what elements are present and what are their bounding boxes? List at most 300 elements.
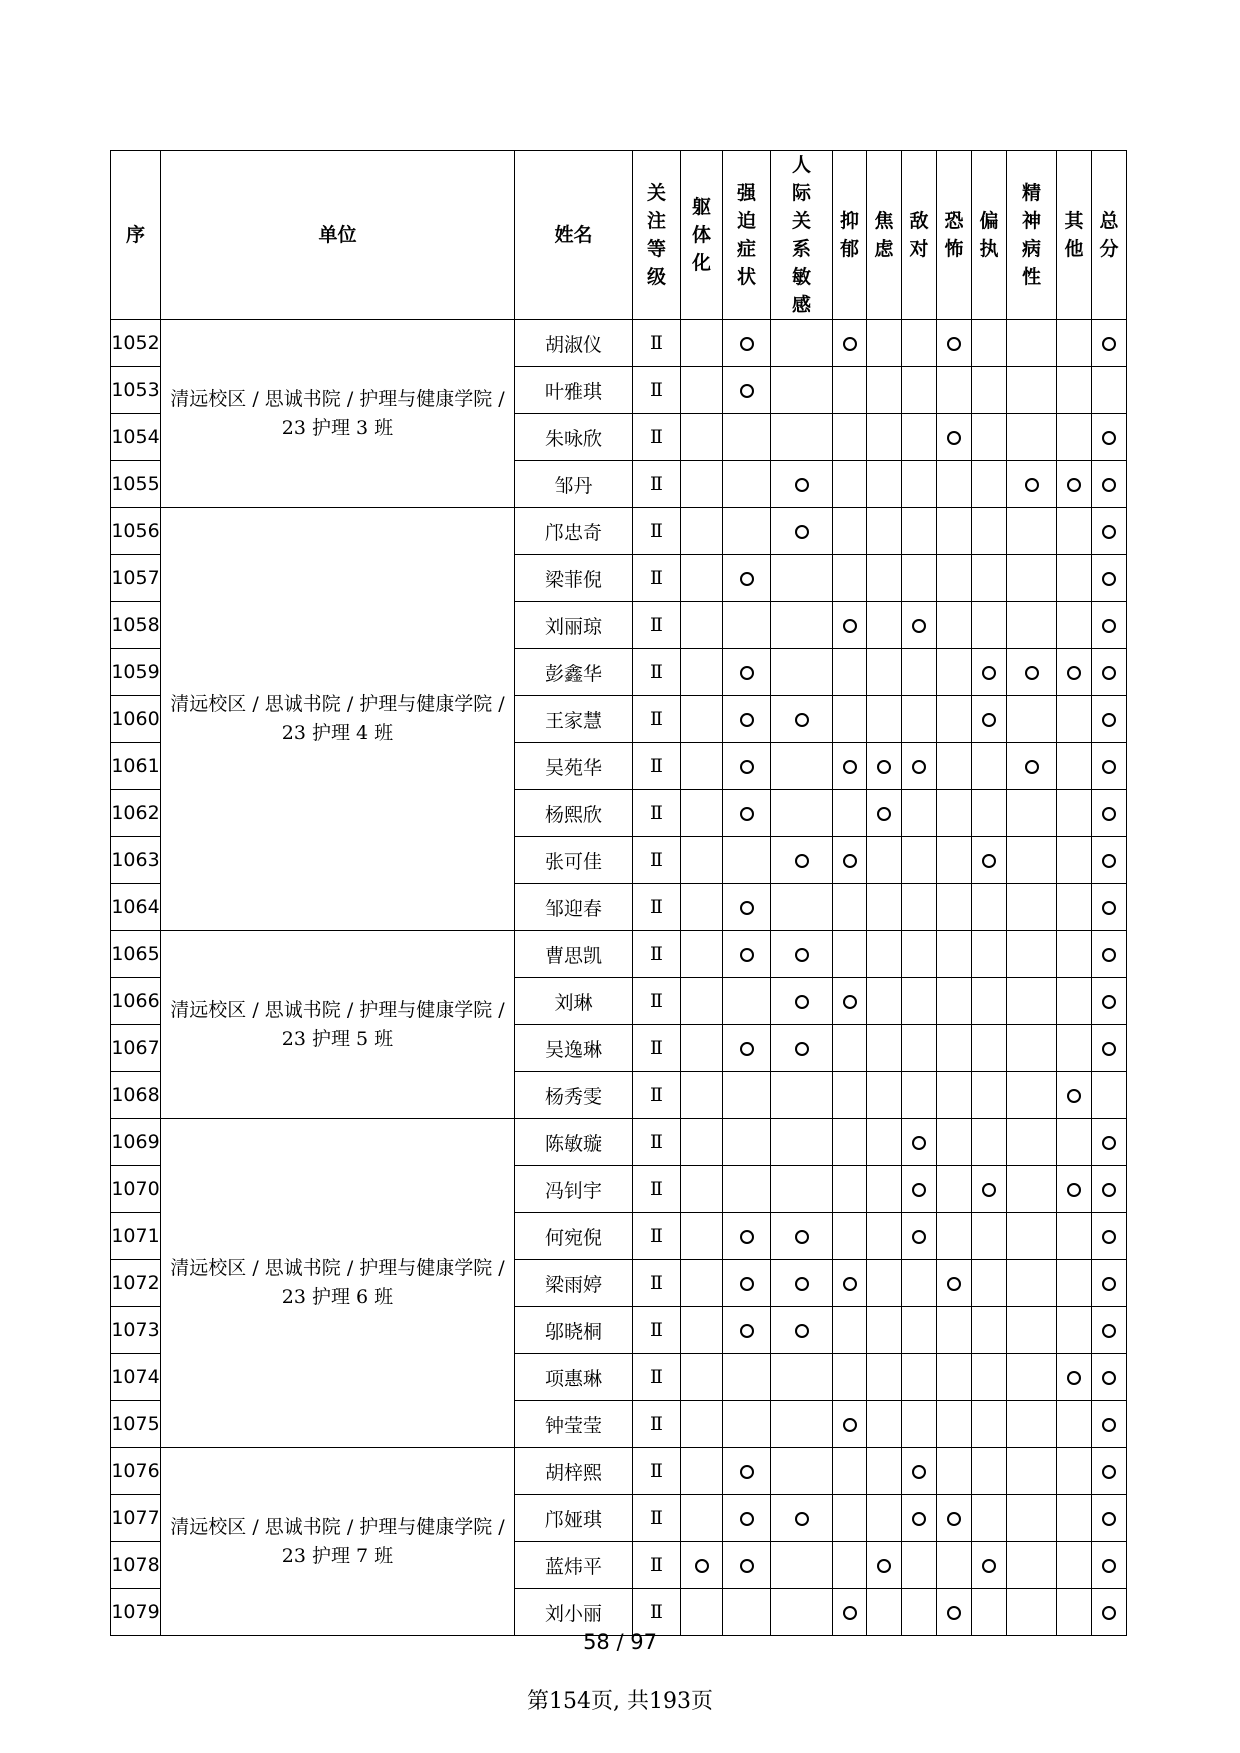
row-level: Ⅱ: [633, 1307, 681, 1354]
symptom-cell: [1092, 649, 1127, 696]
symptom-cell: [867, 1354, 902, 1401]
symptom-cell: [902, 884, 937, 931]
table-row: [111, 1119, 1127, 1166]
header-symptom-label: 敌对: [909, 210, 929, 260]
symptom-cell: [867, 837, 902, 884]
symptom-cell: [902, 649, 937, 696]
symptom-cell: [867, 320, 902, 367]
symptom-cell: [681, 1495, 723, 1542]
symptom-cell: [1007, 602, 1057, 649]
row-name: 梁菲倪: [515, 555, 633, 602]
symptom-cell: [902, 696, 937, 743]
symptom-cell: [1092, 978, 1127, 1025]
row-seq: 1054: [111, 414, 161, 461]
symptom-cell: [1092, 602, 1127, 649]
symptom-cell: [723, 1072, 771, 1119]
symptom-cell: [833, 649, 867, 696]
symptom-cell: [723, 602, 771, 649]
symptom-cell: [1007, 743, 1057, 790]
circle-mark-icon: [740, 901, 754, 915]
circle-mark-icon: [795, 713, 809, 727]
circle-mark-icon: [1102, 1418, 1116, 1432]
symptom-cell: [681, 1307, 723, 1354]
row-seq: 1067: [111, 1025, 161, 1072]
circle-mark-icon: [1102, 431, 1116, 445]
symptom-cell: [937, 461, 972, 508]
screening-table: [110, 150, 1127, 1636]
circle-mark-icon: [1067, 666, 1081, 680]
symptom-cell: [1007, 696, 1057, 743]
row-level: Ⅱ: [633, 1448, 681, 1495]
row-seq: 1075: [111, 1401, 161, 1448]
row-name: 叶雅琪: [515, 367, 633, 414]
symptom-cell: [771, 649, 833, 696]
symptom-cell: [972, 1307, 1007, 1354]
symptom-cell: [937, 790, 972, 837]
circle-mark-icon: [795, 995, 809, 1009]
symptom-cell: [681, 1448, 723, 1495]
row-name: 刘琳: [515, 978, 633, 1025]
row-seq: 1072: [111, 1260, 161, 1307]
symptom-cell: [771, 837, 833, 884]
row-name: 邬晓桐: [515, 1307, 633, 1354]
symptom-cell: [1057, 1589, 1092, 1636]
symptom-cell: [972, 1166, 1007, 1213]
symptom-cell: [867, 1260, 902, 1307]
symptom-cell: [723, 1307, 771, 1354]
symptom-cell: [937, 696, 972, 743]
symptom-cell: [1092, 1542, 1127, 1589]
symptom-cell: [1057, 602, 1092, 649]
symptom-cell: [833, 696, 867, 743]
symptom-cell: [681, 1354, 723, 1401]
symptom-cell: [681, 602, 723, 649]
symptom-cell: [681, 1401, 723, 1448]
symptom-cell: [972, 1213, 1007, 1260]
symptom-cell: [867, 790, 902, 837]
table-row: [111, 508, 1127, 555]
circle-mark-icon: [1102, 619, 1116, 633]
symptom-cell: [902, 1542, 937, 1589]
symptom-cell: [771, 367, 833, 414]
symptom-cell: [1092, 743, 1127, 790]
circle-mark-icon: [1102, 1512, 1116, 1526]
header-symptom-label: 精神病性: [1021, 182, 1041, 288]
symptom-cell: [771, 743, 833, 790]
symptom-cell: [1007, 837, 1057, 884]
symptom-cell: [867, 649, 902, 696]
symptom-cell: [771, 884, 833, 931]
header-symptom-label: 恐怖: [944, 210, 964, 260]
symptom-cell: [1007, 1589, 1057, 1636]
symptom-cell: [1057, 1213, 1092, 1260]
symptom-cell: [1057, 1166, 1092, 1213]
symptom-cell: [681, 649, 723, 696]
row-level: Ⅱ: [633, 884, 681, 931]
symptom-cell: [1057, 1354, 1092, 1401]
symptom-cell: [902, 1119, 937, 1166]
symptom-cell: [937, 1589, 972, 1636]
circle-mark-icon: [740, 713, 754, 727]
circle-mark-icon: [1102, 1324, 1116, 1338]
symptom-cell: [1057, 555, 1092, 602]
symptom-cell: [937, 1401, 972, 1448]
symptom-cell: [681, 696, 723, 743]
symptom-cell: [972, 602, 1007, 649]
row-name: 陈敏璇: [515, 1119, 633, 1166]
row-level: Ⅱ: [633, 1495, 681, 1542]
symptom-cell: [1007, 320, 1057, 367]
symptom-cell: [867, 696, 902, 743]
circle-mark-icon: [1102, 1371, 1116, 1385]
symptom-cell: [902, 1589, 937, 1636]
symptom-cell: [937, 1307, 972, 1354]
symptom-cell: [1092, 1495, 1127, 1542]
symptom-cell: [771, 931, 833, 978]
unit-cell: 清远校区 / 思诚书院 / 护理与健康学院 / 23 护理 3 班: [161, 320, 515, 508]
row-level: Ⅱ: [633, 461, 681, 508]
row-name: 曹思凯: [515, 931, 633, 978]
symptom-cell: [723, 884, 771, 931]
symptom-cell: [937, 1260, 972, 1307]
symptom-cell: [723, 1354, 771, 1401]
symptom-cell: [902, 1260, 937, 1307]
symptom-cell: [972, 743, 1007, 790]
symptom-cell: [771, 1213, 833, 1260]
symptom-cell: [1007, 884, 1057, 931]
symptom-cell: [771, 1448, 833, 1495]
row-level: Ⅱ: [633, 1354, 681, 1401]
row-seq: 1053: [111, 367, 161, 414]
row-seq: 1078: [111, 1542, 161, 1589]
unit-cell: 清远校区 / 思诚书院 / 护理与健康学院 / 23 护理 6 班: [161, 1119, 515, 1448]
symptom-cell: [1057, 320, 1092, 367]
symptom-cell: [902, 1025, 937, 1072]
symptom-cell: [867, 884, 902, 931]
circle-mark-icon: [912, 1512, 926, 1526]
symptom-cell: [1092, 1354, 1127, 1401]
symptom-cell: [723, 320, 771, 367]
circle-mark-icon: [843, 337, 857, 351]
symptom-cell: [1057, 508, 1092, 555]
circle-mark-icon: [982, 713, 996, 727]
circle-mark-icon: [795, 1512, 809, 1526]
symptom-cell: [972, 978, 1007, 1025]
symptom-cell: [972, 1589, 1007, 1636]
symptom-cell: [902, 1072, 937, 1119]
symptom-cell: [867, 1401, 902, 1448]
symptom-cell: [771, 1542, 833, 1589]
row-seq: 1064: [111, 884, 161, 931]
symptom-cell: [1057, 1307, 1092, 1354]
symptom-cell: [902, 602, 937, 649]
row-level: Ⅱ: [633, 931, 681, 978]
symptom-cell: [771, 978, 833, 1025]
symptom-cell: [681, 978, 723, 1025]
symptom-cell: [1057, 790, 1092, 837]
symptom-cell: [771, 508, 833, 555]
symptom-cell: [1057, 649, 1092, 696]
symptom-cell: [1057, 461, 1092, 508]
symptom-cell: [937, 1166, 972, 1213]
symptom-cell: [723, 696, 771, 743]
row-name: 吴苑华: [515, 743, 633, 790]
symptom-cell: [937, 1072, 972, 1119]
header-symptom: [633, 151, 681, 320]
symptom-cell: [1092, 1213, 1127, 1260]
symptom-cell: [937, 1213, 972, 1260]
symptom-cell: [937, 978, 972, 1025]
row-seq: 1070: [111, 1166, 161, 1213]
circle-mark-icon: [795, 478, 809, 492]
circle-mark-icon: [1102, 760, 1116, 774]
symptom-cell: [681, 320, 723, 367]
symptom-cell: [771, 1495, 833, 1542]
circle-mark-icon: [1102, 1559, 1116, 1573]
symptom-cell: [833, 461, 867, 508]
symptom-cell: [723, 1448, 771, 1495]
symptom-cell: [867, 1072, 902, 1119]
header-symptom: [867, 151, 902, 320]
symptom-cell: [833, 1072, 867, 1119]
row-name: 梁雨婷: [515, 1260, 633, 1307]
circle-mark-icon: [1025, 478, 1039, 492]
symptom-cell: [723, 1213, 771, 1260]
circle-mark-icon: [912, 1465, 926, 1479]
circle-mark-icon: [1067, 1371, 1081, 1385]
symptom-cell: [833, 602, 867, 649]
circle-mark-icon: [795, 525, 809, 539]
circle-mark-icon: [740, 337, 754, 351]
symptom-cell: [1092, 1119, 1127, 1166]
row-name: 杨熙欣: [515, 790, 633, 837]
circle-mark-icon: [740, 1230, 754, 1244]
row-seq: 1066: [111, 978, 161, 1025]
symptom-cell: [867, 1495, 902, 1542]
row-seq: 1074: [111, 1354, 161, 1401]
symptom-cell: [1092, 1307, 1127, 1354]
symptom-cell: [1057, 884, 1092, 931]
symptom-cell: [681, 508, 723, 555]
row-name: 胡梓熙: [515, 1448, 633, 1495]
header-unit: 单位: [161, 151, 515, 320]
row-name: 彭鑫华: [515, 649, 633, 696]
row-level: Ⅱ: [633, 1542, 681, 1589]
symptom-cell: [972, 1260, 1007, 1307]
symptom-cell: [833, 555, 867, 602]
row-level: Ⅱ: [633, 508, 681, 555]
symptom-cell: [1007, 555, 1057, 602]
symptom-cell: [833, 1166, 867, 1213]
symptom-cell: [1057, 1119, 1092, 1166]
circle-mark-icon: [912, 1230, 926, 1244]
symptom-cell: [902, 414, 937, 461]
row-level: Ⅱ: [633, 1589, 681, 1636]
row-level: Ⅱ: [633, 1401, 681, 1448]
symptom-cell: [1092, 1589, 1127, 1636]
symptom-cell: [867, 1166, 902, 1213]
symptom-cell: [867, 1213, 902, 1260]
symptom-cell: [867, 931, 902, 978]
circle-mark-icon: [740, 1277, 754, 1291]
symptom-cell: [937, 320, 972, 367]
row-seq: 1057: [111, 555, 161, 602]
circle-mark-icon: [1067, 1089, 1081, 1103]
symptom-cell: [771, 1072, 833, 1119]
circle-mark-icon: [1102, 1183, 1116, 1197]
circle-mark-icon: [982, 1559, 996, 1573]
circle-mark-icon: [695, 1559, 709, 1573]
row-level: Ⅱ: [633, 1260, 681, 1307]
circle-mark-icon: [1102, 1230, 1116, 1244]
row-seq: 1076: [111, 1448, 161, 1495]
symptom-cell: [937, 508, 972, 555]
symptom-cell: [972, 790, 1007, 837]
symptom-cell: [723, 1589, 771, 1636]
symptom-cell: [1007, 508, 1057, 555]
symptom-cell: [937, 743, 972, 790]
symptom-cell: [972, 320, 1007, 367]
page-number: 58 / 97: [583, 1630, 657, 1654]
symptom-cell: [867, 414, 902, 461]
symptom-cell: [771, 1260, 833, 1307]
circle-mark-icon: [1102, 1042, 1116, 1056]
symptom-cell: [833, 1213, 867, 1260]
symptom-cell: [1092, 931, 1127, 978]
symptom-cell: [833, 1589, 867, 1636]
circle-mark-icon: [740, 760, 754, 774]
symptom-cell: [771, 1589, 833, 1636]
header-symptom-label: 总分: [1099, 210, 1119, 260]
row-seq: 1068: [111, 1072, 161, 1119]
row-seq: 1060: [111, 696, 161, 743]
row-level: Ⅱ: [633, 1025, 681, 1072]
symptom-cell: [833, 837, 867, 884]
circle-mark-icon: [947, 337, 961, 351]
header-symptom-label: 抑郁: [839, 210, 859, 260]
row-level: Ⅱ: [633, 743, 681, 790]
circle-mark-icon: [1067, 478, 1081, 492]
circle-mark-icon: [947, 431, 961, 445]
header-symptom: [1007, 151, 1057, 320]
symptom-cell: [833, 320, 867, 367]
row-name: 邝忠奇: [515, 508, 633, 555]
symptom-cell: [1092, 461, 1127, 508]
circle-mark-icon: [1102, 807, 1116, 821]
row-name: 刘小丽: [515, 1589, 633, 1636]
symptom-cell: [681, 1542, 723, 1589]
symptom-cell: [771, 1307, 833, 1354]
row-seq: 1077: [111, 1495, 161, 1542]
symptom-cell: [1007, 931, 1057, 978]
symptom-cell: [723, 790, 771, 837]
symptom-cell: [902, 1307, 937, 1354]
row-name: 邝娅琪: [515, 1495, 633, 1542]
symptom-cell: [972, 1542, 1007, 1589]
header-symptom: [1092, 151, 1127, 320]
circle-mark-icon: [1102, 337, 1116, 351]
row-name: 吴逸琳: [515, 1025, 633, 1072]
circle-mark-icon: [740, 666, 754, 680]
row-level: Ⅱ: [633, 649, 681, 696]
circle-mark-icon: [740, 572, 754, 586]
symptom-cell: [833, 1119, 867, 1166]
header-name: 姓名: [515, 151, 633, 320]
row-seq: 1065: [111, 931, 161, 978]
symptom-cell: [681, 884, 723, 931]
circle-mark-icon: [947, 1606, 961, 1620]
circle-mark-icon: [843, 1418, 857, 1432]
symptom-cell: [833, 508, 867, 555]
circle-mark-icon: [843, 1606, 857, 1620]
row-seq: 1056: [111, 508, 161, 555]
symptom-cell: [833, 1542, 867, 1589]
header-symptom-label: 躯体化: [691, 196, 711, 274]
circle-mark-icon: [795, 1324, 809, 1338]
symptom-cell: [723, 978, 771, 1025]
symptom-cell: [1092, 1166, 1127, 1213]
symptom-cell: [937, 555, 972, 602]
symptom-cell: [972, 1448, 1007, 1495]
row-name: 邹丹: [515, 461, 633, 508]
symptom-cell: [1057, 696, 1092, 743]
row-level: Ⅱ: [633, 837, 681, 884]
symptom-cell: [1007, 461, 1057, 508]
row-level: Ⅱ: [633, 790, 681, 837]
symptom-cell: [972, 508, 1007, 555]
circle-mark-icon: [843, 1277, 857, 1291]
symptom-cell: [833, 367, 867, 414]
symptom-cell: [902, 367, 937, 414]
circle-mark-icon: [912, 619, 926, 633]
symptom-cell: [723, 508, 771, 555]
symptom-cell: [681, 790, 723, 837]
row-name: 项惠琳: [515, 1354, 633, 1401]
symptom-cell: [867, 461, 902, 508]
symptom-cell: [1092, 696, 1127, 743]
symptom-cell: [972, 1401, 1007, 1448]
symptom-cell: [1057, 367, 1092, 414]
table-header: [111, 151, 1127, 320]
unit-cell: 清远校区 / 思诚书院 / 护理与健康学院 / 23 护理 4 班: [161, 508, 515, 931]
symptom-cell: [723, 649, 771, 696]
symptom-cell: [1007, 1166, 1057, 1213]
header-symptom-label: 强迫症状: [736, 182, 756, 288]
symptom-cell: [902, 461, 937, 508]
symptom-cell: [771, 602, 833, 649]
symptom-cell: [1057, 743, 1092, 790]
symptom-cell: [867, 1025, 902, 1072]
symptom-cell: [902, 555, 937, 602]
circle-mark-icon: [877, 1559, 891, 1573]
symptom-cell: [723, 931, 771, 978]
symptom-cell: [972, 884, 1007, 931]
row-seq: 1052: [111, 320, 161, 367]
circle-mark-icon: [947, 1277, 961, 1291]
symptom-cell: [771, 320, 833, 367]
symptom-cell: [1092, 1072, 1127, 1119]
circle-mark-icon: [740, 1465, 754, 1479]
symptom-cell: [1007, 1495, 1057, 1542]
row-seq: 1061: [111, 743, 161, 790]
row-name: 冯钊宇: [515, 1166, 633, 1213]
symptom-cell: [1092, 414, 1127, 461]
symptom-cell: [1007, 1401, 1057, 1448]
symptom-cell: [902, 743, 937, 790]
symptom-cell: [1092, 1448, 1127, 1495]
symptom-cell: [723, 461, 771, 508]
header-symptom: [681, 151, 723, 320]
